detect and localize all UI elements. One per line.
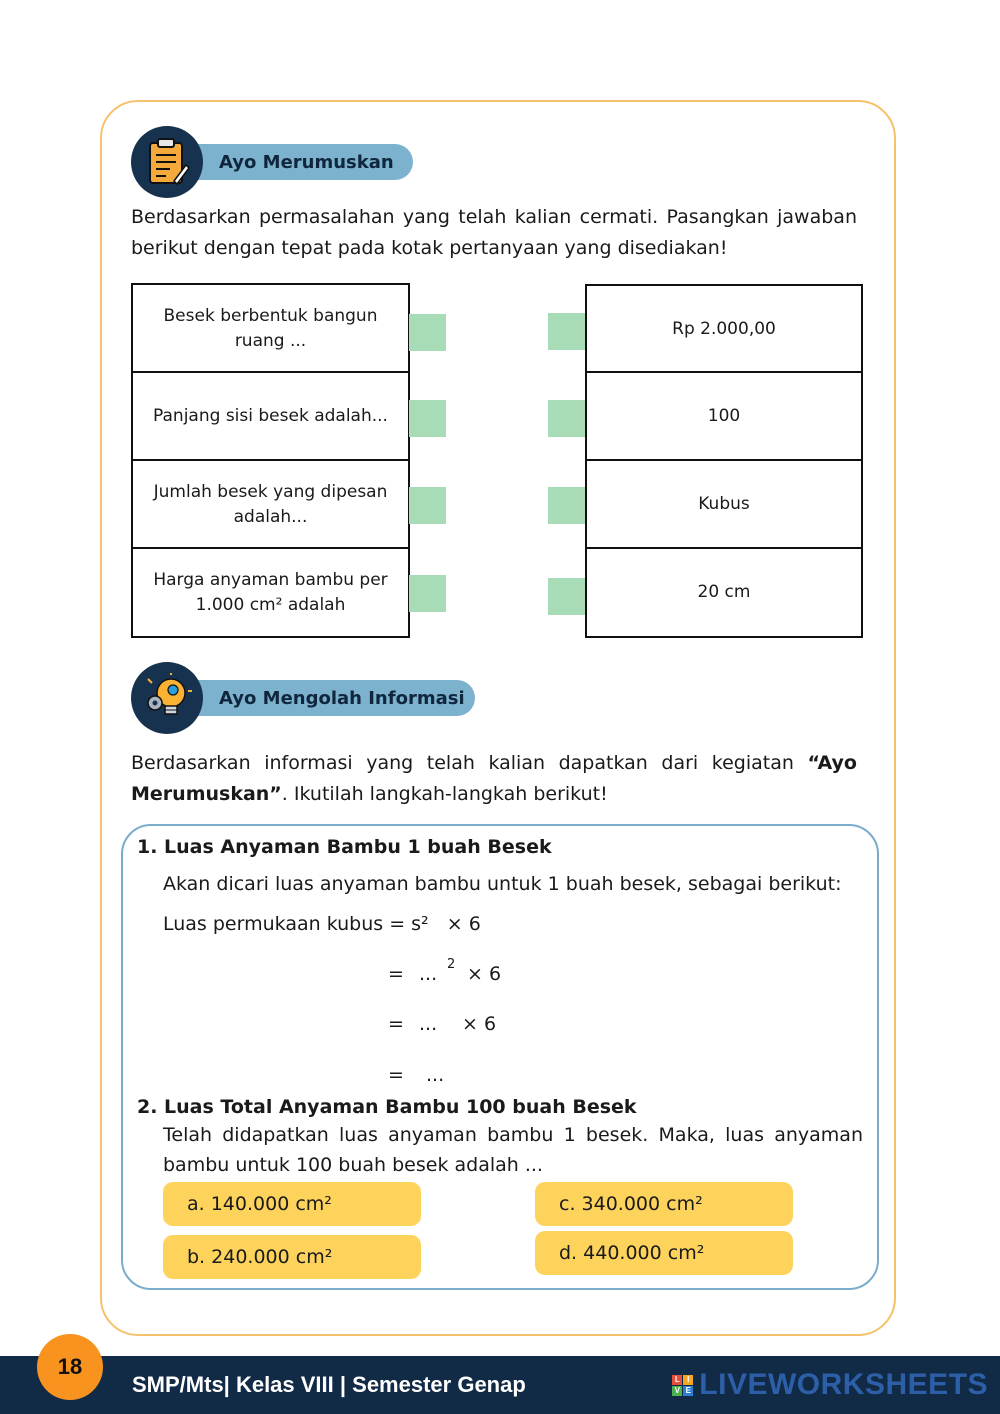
- formula-label: Luas permukaan kubus = s² × 6: [163, 913, 481, 935]
- equals-sign: =: [388, 1013, 404, 1035]
- option-c[interactable]: c. 340.000 cm²: [535, 1182, 793, 1226]
- answer-connector-3[interactable]: [548, 487, 585, 524]
- option-b[interactable]: b. 240.000 cm²: [163, 1235, 421, 1279]
- liveworksheets-wordmark: LIVEWORKSHEETS: [699, 1368, 988, 1401]
- answer-box-2: 100: [585, 371, 863, 462]
- answer-blank-s-squared[interactable]: ...: [419, 1013, 438, 1035]
- section-header-ayo-merumuskan: [131, 126, 421, 206]
- step-1-heading: 1. Luas Anyaman Bambu 1 buah Besek: [137, 836, 552, 858]
- exponent: 2: [447, 957, 456, 972]
- question-connector-3[interactable]: [409, 487, 446, 524]
- step-2-heading: 2. Luas Total Anyaman Bambu 100 buah Besek: [137, 1096, 637, 1118]
- section-title: Ayo Mengolah Informasi: [171, 680, 475, 716]
- equals-sign: =: [388, 1064, 404, 1086]
- instruction-text-2: Berdasarkan informasi yang telah kalian dapatkan dari kegiatan “Ayo Merumuskan”. Ikutilah langkah-langkah berikut!: [131, 752, 857, 805]
- times-six: × 6: [462, 1013, 497, 1035]
- lightbulb-gear-icon: [131, 662, 203, 734]
- liveworksheets-icon: L I V E: [672, 1375, 693, 1396]
- answer-box-3: Kubus: [585, 459, 863, 550]
- question-box-3: Jumlah besek yang dipesan adalah...: [131, 459, 410, 550]
- footer-title: SMP/Mts| Kelas VIII | Semester Genap: [132, 1372, 526, 1397]
- question-connector-1[interactable]: [409, 314, 446, 351]
- liveworksheets-logo[interactable]: [672, 1356, 988, 1414]
- question-connector-2[interactable]: [409, 400, 446, 437]
- answer-box-1: Rp 2.000,00: [585, 284, 863, 374]
- answer-connector-1[interactable]: [548, 313, 585, 350]
- page-number: 18: [37, 1334, 103, 1400]
- question-connector-4[interactable]: [409, 575, 446, 612]
- answer-connector-2[interactable]: [548, 400, 585, 437]
- section-title: Ayo Merumuskan: [171, 144, 413, 180]
- equals-sign: =: [388, 963, 404, 985]
- answer-box-4: 20 cm: [585, 547, 863, 638]
- question-box-1: Besek berbentuk bangun ruang ...: [131, 283, 410, 374]
- answer-connector-4[interactable]: [548, 578, 585, 615]
- option-a[interactable]: a. 140.000 cm²: [163, 1182, 421, 1226]
- times-six: × 6: [467, 963, 502, 985]
- question-box-2: Panjang sisi besek adalah...: [131, 371, 410, 462]
- step-1-intro: Akan dicari luas anyaman bambu untuk 1 buah besek, sebagai berikut:: [163, 873, 842, 895]
- step-2-text: Telah didapatkan luas anyaman bambu 1 besek. Maka, luas anyaman bambu untuk 100 buah besek adalah ...: [163, 1124, 863, 1176]
- answer-blank-s[interactable]: ...: [419, 963, 438, 985]
- instruction-text: Berdasarkan permasalahan yang telah kalian cermati. Pasangkan jawaban berikut dengan tepat pada kotak pertanyaan yang disediakan!: [131, 206, 857, 259]
- option-d[interactable]: d. 440.000 cm²: [535, 1231, 793, 1275]
- clipboard-icon: [131, 126, 203, 198]
- question-box-4: Harga anyaman bambu per 1.000 cm² adalah: [131, 547, 410, 638]
- answer-blank-result[interactable]: ...: [426, 1064, 445, 1086]
- section-header-ayo-mengolah-informasi: [131, 662, 481, 742]
